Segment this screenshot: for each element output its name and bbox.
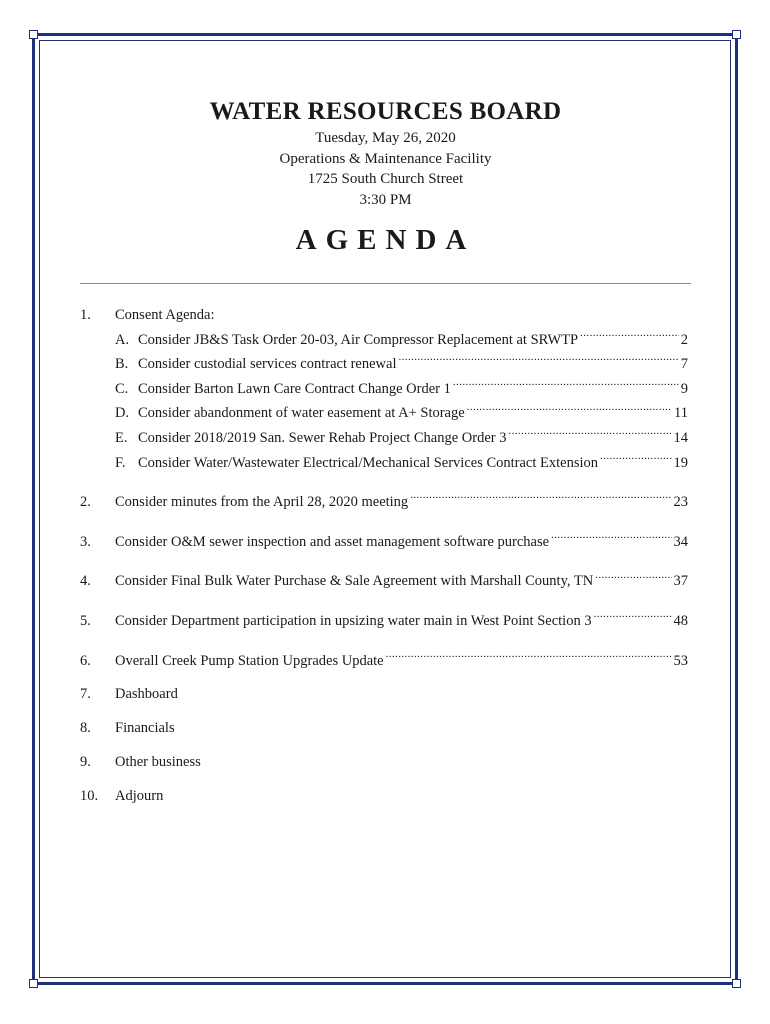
sub-item-a bbox=[80, 325, 688, 350]
page-number: 9 bbox=[680, 380, 688, 397]
meeting-address: 1725 South Church Street bbox=[307, 171, 464, 187]
item-text: Consider O&M sewer inspection and asset management software purchase bbox=[115, 533, 550, 550]
sub-item-letter: A. bbox=[115, 331, 130, 348]
sub-item-letter: F. bbox=[115, 454, 126, 471]
dot-leader bbox=[386, 646, 672, 665]
border-corner-ornament bbox=[29, 979, 38, 988]
dot-leader bbox=[410, 487, 671, 506]
sub-item-letter: B. bbox=[115, 356, 129, 373]
sub-item-text: Consider JB&S Task Order 20-03, Air Compressor Replacement at SRWTP bbox=[138, 331, 579, 348]
item-label: Consent Agenda: bbox=[115, 307, 215, 323]
sub-item-text: Consider 2018/2019 San. Sewer Rehab Project Change Order 3 bbox=[138, 429, 507, 446]
item-number: 5. bbox=[80, 612, 91, 629]
document-header bbox=[80, 96, 691, 260]
border-corner-ornament bbox=[732, 979, 741, 988]
agenda-item-10 bbox=[80, 787, 688, 806]
item-number: 1. bbox=[80, 307, 91, 323]
agenda-list bbox=[80, 306, 688, 821]
board-title: WATER RESOURCES BOARD bbox=[209, 98, 562, 125]
item-number: 9. bbox=[80, 753, 91, 770]
dot-leader bbox=[600, 448, 671, 467]
dot-leader bbox=[595, 567, 671, 586]
item-text: Dashboard bbox=[115, 686, 178, 703]
item-number: 4. bbox=[80, 573, 91, 590]
item-text: Overall Creek Pump Station Upgrades Update bbox=[115, 652, 384, 669]
sub-item-text: Consider custodial services contract renewal bbox=[138, 356, 397, 373]
meeting-location: Operations & Maintenance Facility bbox=[279, 150, 492, 167]
dot-leader bbox=[453, 374, 679, 393]
meeting-time: 3:30 PM bbox=[359, 191, 412, 208]
agenda-item-9 bbox=[80, 753, 688, 772]
agenda-item-8 bbox=[80, 719, 688, 738]
item-text: Adjourn bbox=[115, 787, 164, 804]
sub-item-letter: C. bbox=[115, 380, 129, 397]
item-number: 6. bbox=[80, 652, 91, 669]
agenda-item-2 bbox=[80, 487, 688, 512]
item-number: 10. bbox=[80, 787, 99, 804]
sub-item-b bbox=[80, 349, 688, 374]
agenda-item-7 bbox=[80, 685, 688, 704]
sub-item-letter: E. bbox=[115, 429, 128, 446]
page-number: 19 bbox=[673, 454, 688, 471]
item-number: 7. bbox=[80, 686, 91, 703]
page-number: 11 bbox=[674, 405, 688, 422]
item-number: 2. bbox=[80, 494, 91, 511]
sub-item-c bbox=[80, 374, 688, 399]
dot-leader bbox=[467, 399, 672, 418]
page-number: 53 bbox=[673, 652, 688, 669]
sub-item-e bbox=[80, 423, 688, 448]
page-number: 14 bbox=[673, 429, 688, 446]
item-number: 8. bbox=[80, 720, 91, 737]
item-text: Other business bbox=[115, 753, 201, 770]
page-number: 48 bbox=[673, 612, 688, 629]
border-corner-ornament bbox=[732, 30, 741, 39]
agenda-item-4 bbox=[80, 567, 688, 592]
sub-item-text: Consider abandonment of water easement at A+ Storage bbox=[138, 405, 465, 422]
item-text: Consider minutes from the April 28, 2020 meeting bbox=[115, 494, 409, 511]
dot-leader bbox=[551, 527, 671, 546]
sub-item-text: Consider Barton Lawn Care Contract Change Order 1 bbox=[138, 380, 451, 397]
border-corner-ornament bbox=[29, 30, 38, 39]
meeting-date: Tuesday, May 26, 2020 bbox=[315, 130, 456, 146]
sub-item-letter: D. bbox=[115, 405, 130, 422]
sub-item-text: Consider Water/Wastewater Electrical/Mechanical Services Contract Extension bbox=[138, 454, 599, 471]
page-number: 37 bbox=[673, 573, 688, 590]
item-text: Consider Department participation in upsizing water main in West Point Section 3 bbox=[115, 612, 592, 629]
header-divider bbox=[80, 283, 691, 284]
dot-leader bbox=[399, 349, 679, 368]
dot-leader bbox=[508, 423, 671, 442]
agenda-title: AGENDA bbox=[295, 224, 476, 256]
dot-leader bbox=[594, 606, 672, 625]
agenda-item-6 bbox=[80, 646, 688, 671]
page-number: 23 bbox=[673, 494, 688, 511]
item-number: 3. bbox=[80, 533, 91, 550]
page-number: 7 bbox=[680, 356, 688, 373]
sub-item-d bbox=[80, 399, 688, 424]
page-number: 2 bbox=[680, 331, 688, 348]
sub-item-f bbox=[80, 448, 688, 473]
page-number: 34 bbox=[673, 533, 688, 550]
item-text: Consider Final Bulk Water Purchase & Sale Agreement with Marshall County, TN bbox=[115, 573, 594, 590]
agenda-item-3 bbox=[80, 527, 688, 552]
dot-leader bbox=[580, 325, 679, 344]
agenda-item-5 bbox=[80, 606, 688, 631]
agenda-item-1 bbox=[80, 306, 688, 472]
item-text: Financials bbox=[115, 720, 175, 737]
